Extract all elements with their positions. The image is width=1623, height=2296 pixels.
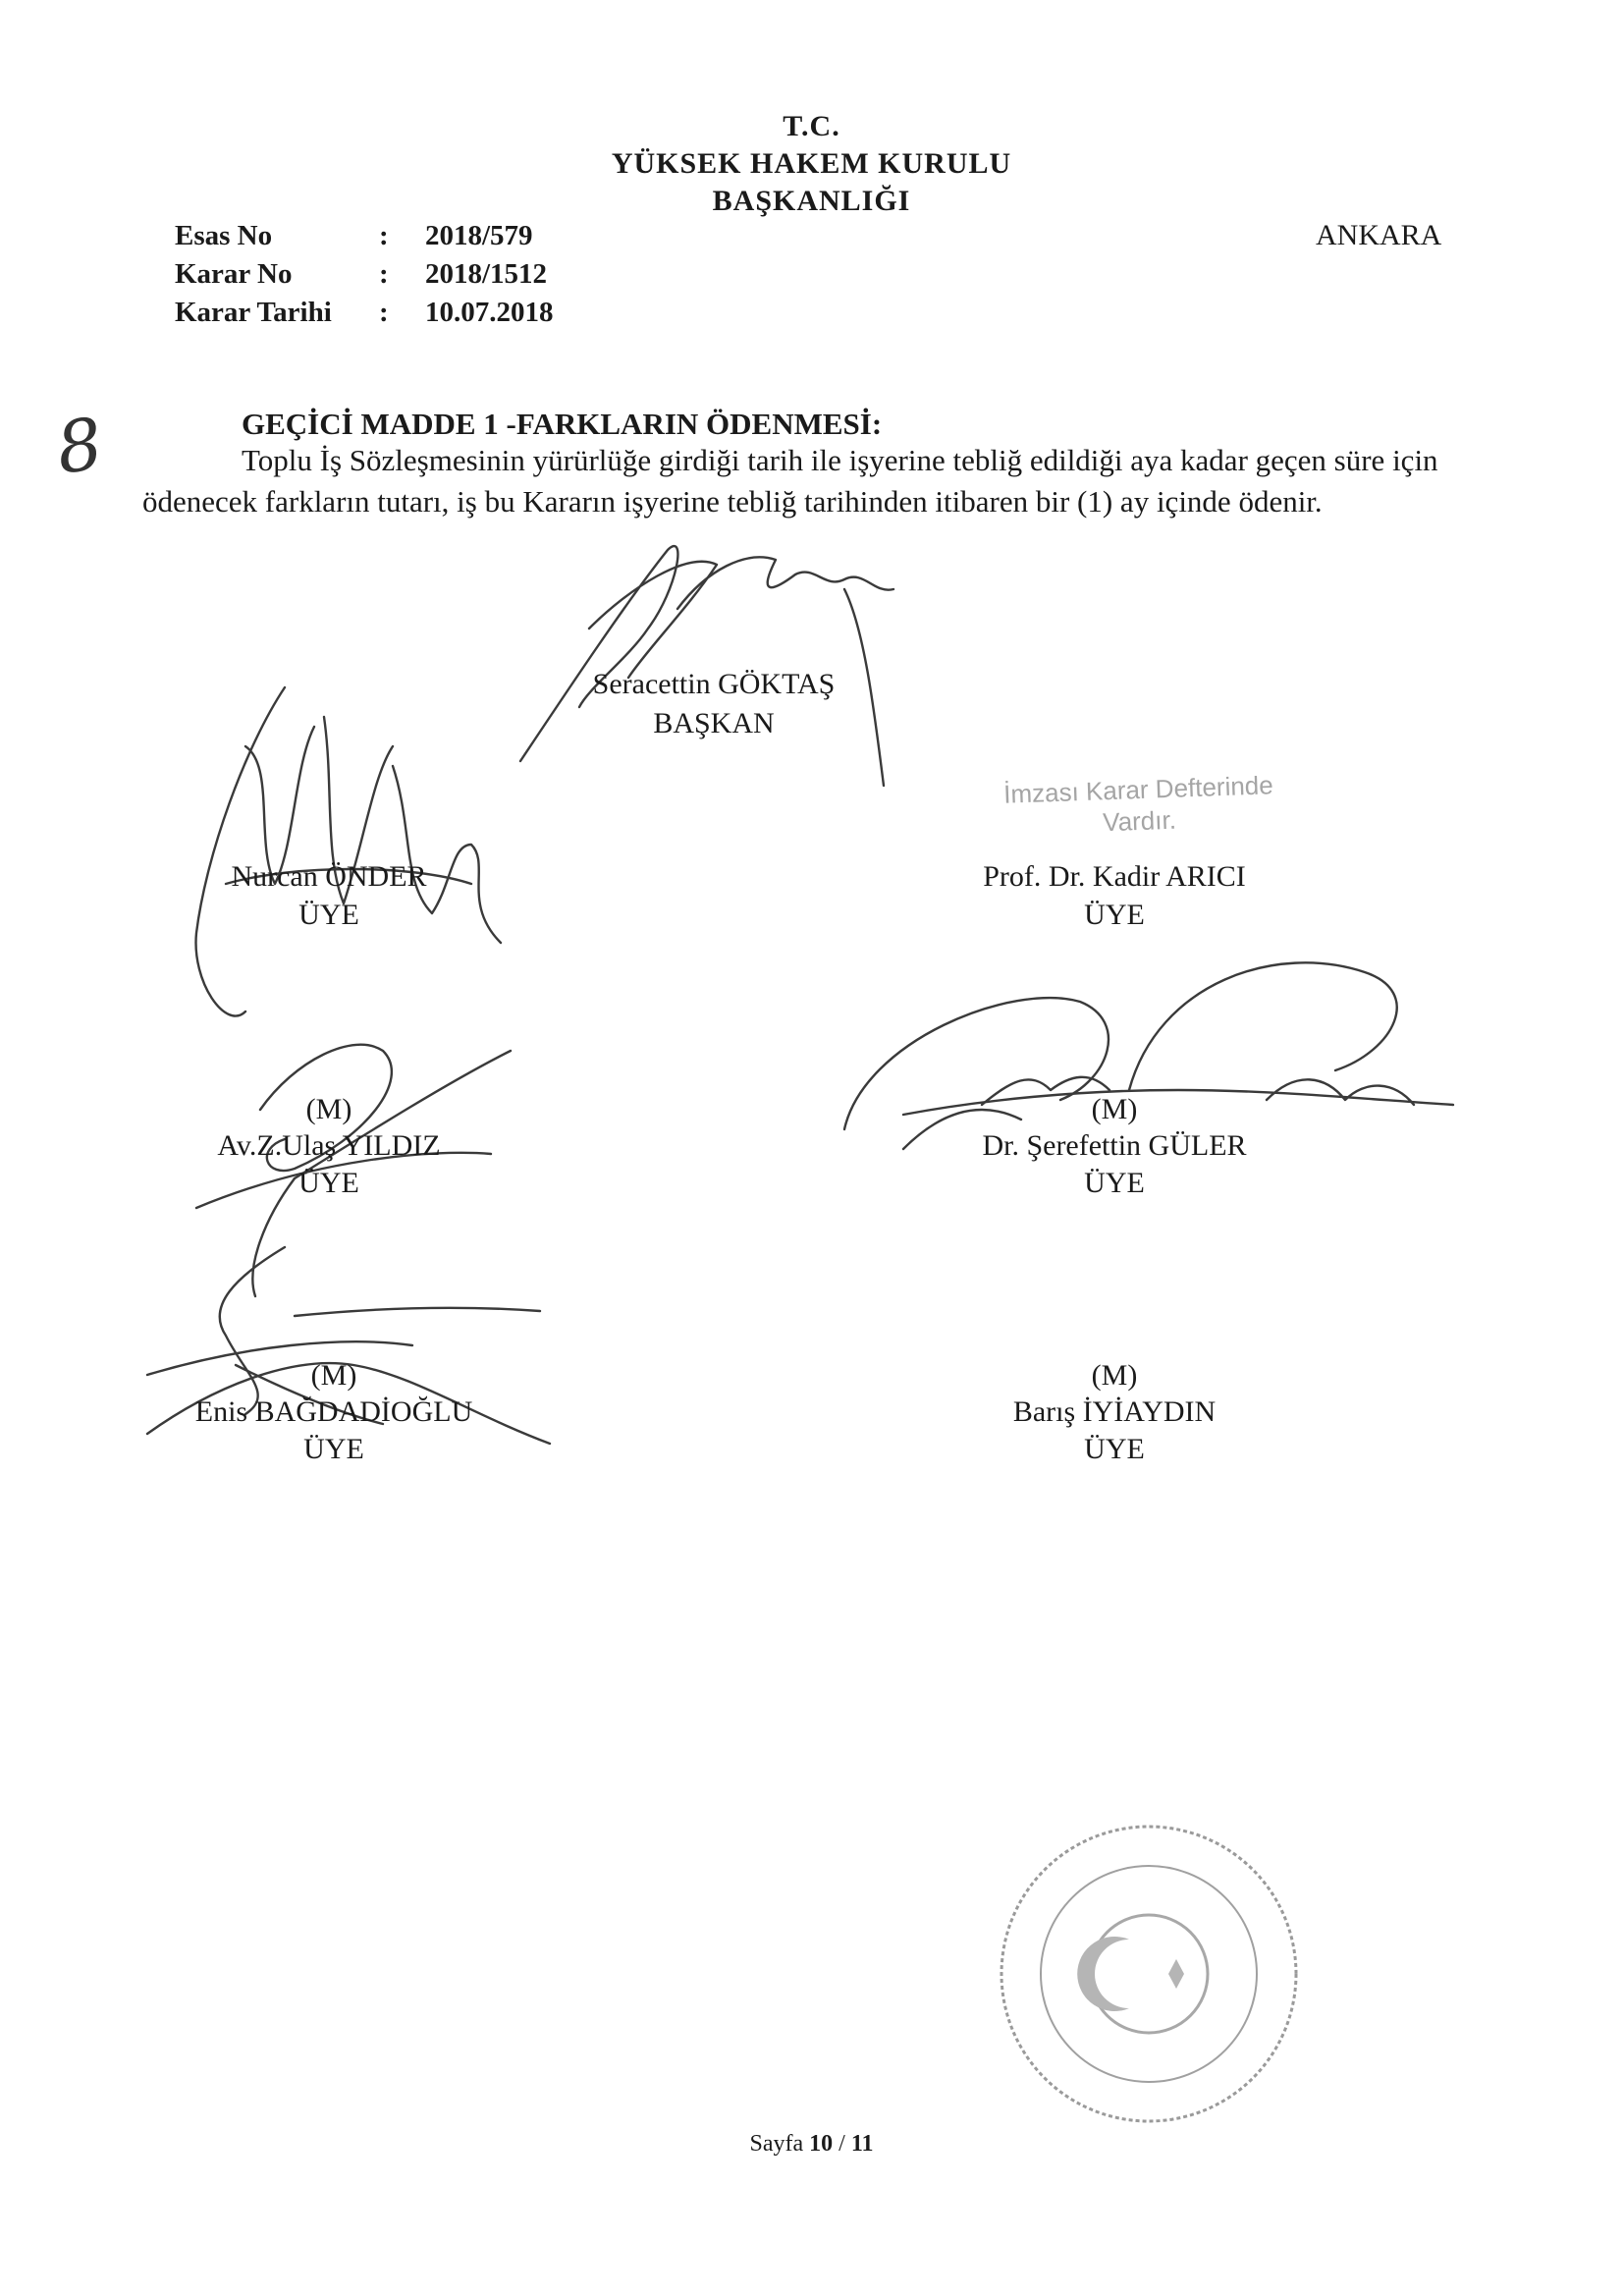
chair-role: BAŞKAN bbox=[653, 707, 775, 739]
member5-name: Enis BAĞDADİOĞLU bbox=[194, 1395, 473, 1428]
chair-name: Seracettin GÖKTAŞ bbox=[592, 668, 836, 700]
karar-value: 2018/1512 bbox=[425, 258, 548, 290]
member2-name: Prof. Dr. Kadir ARICI bbox=[983, 860, 1246, 893]
page-label: Sayfa bbox=[749, 2131, 804, 2157]
member3-role: ÜYE bbox=[298, 1167, 359, 1199]
tarih-separator: : bbox=[379, 297, 389, 328]
member4-name: Dr. Şerefettin GÜLER bbox=[982, 1129, 1247, 1162]
page-current: 10 bbox=[809, 2131, 834, 2157]
page-total: 11 bbox=[850, 2131, 874, 2157]
city: ANKARA bbox=[1316, 219, 1442, 251]
member2-role: ÜYE bbox=[1084, 899, 1145, 931]
member4-role: ÜYE bbox=[1084, 1167, 1145, 1199]
esas-label: Esas No bbox=[175, 220, 273, 251]
karar-label: Karar No bbox=[175, 258, 293, 290]
member4-mark: (M) bbox=[1091, 1093, 1138, 1125]
member6-mark: (M) bbox=[1091, 1359, 1138, 1392]
esas-separator: : bbox=[379, 220, 389, 251]
header-institution: YÜKSEK HAKEM KURULU bbox=[611, 147, 1012, 180]
member1-name: Nurcan ÖNDER bbox=[231, 860, 427, 893]
signature-chair bbox=[520, 546, 893, 786]
member5-role: ÜYE bbox=[303, 1433, 364, 1465]
member3-mark: (M) bbox=[305, 1093, 352, 1125]
member5-mark: (M) bbox=[310, 1359, 357, 1392]
karar-separator: : bbox=[379, 258, 389, 290]
stamp-signature-note: İmzası Karar Defterinde Vardır. bbox=[1002, 770, 1274, 838]
page-separator: / bbox=[839, 2131, 845, 2157]
header-tc: T.C. bbox=[783, 110, 840, 142]
member6-name: Barış İYİAYDIN bbox=[1012, 1395, 1217, 1428]
signature-member1 bbox=[196, 687, 501, 1016]
member3-name: Av.Z.Ulaş YILDIZ bbox=[217, 1129, 441, 1162]
margin-note: 8 bbox=[51, 402, 108, 490]
article-line-2: ödenecek farkların tutarı, iş bu Kararın işyerine tebliğ tarihinden itibaren bir (1) ay içinde ödenir. bbox=[142, 484, 1323, 519]
article-title: GEÇİCİ MADDE 1 -FARKLARIN ÖDENMESİ: bbox=[242, 407, 883, 441]
header-department: BAŞKANLIĞI bbox=[712, 185, 911, 217]
member1-role: ÜYE bbox=[298, 899, 359, 931]
tarih-value: 10.07.2018 bbox=[425, 297, 554, 328]
page-number bbox=[0, 2131, 1623, 2158]
member6-role: ÜYE bbox=[1084, 1433, 1145, 1465]
article-line-1: Toplu İş Sözleşmesinin yürürlüğe girdiği tarih ile işyerine tebliğ edildiği aya kadar geçen süre için bbox=[242, 443, 1438, 477]
official-seal bbox=[1001, 1827, 1296, 2121]
tarih-label: Karar Tarihi bbox=[175, 297, 332, 328]
esas-value: 2018/579 bbox=[425, 220, 533, 251]
